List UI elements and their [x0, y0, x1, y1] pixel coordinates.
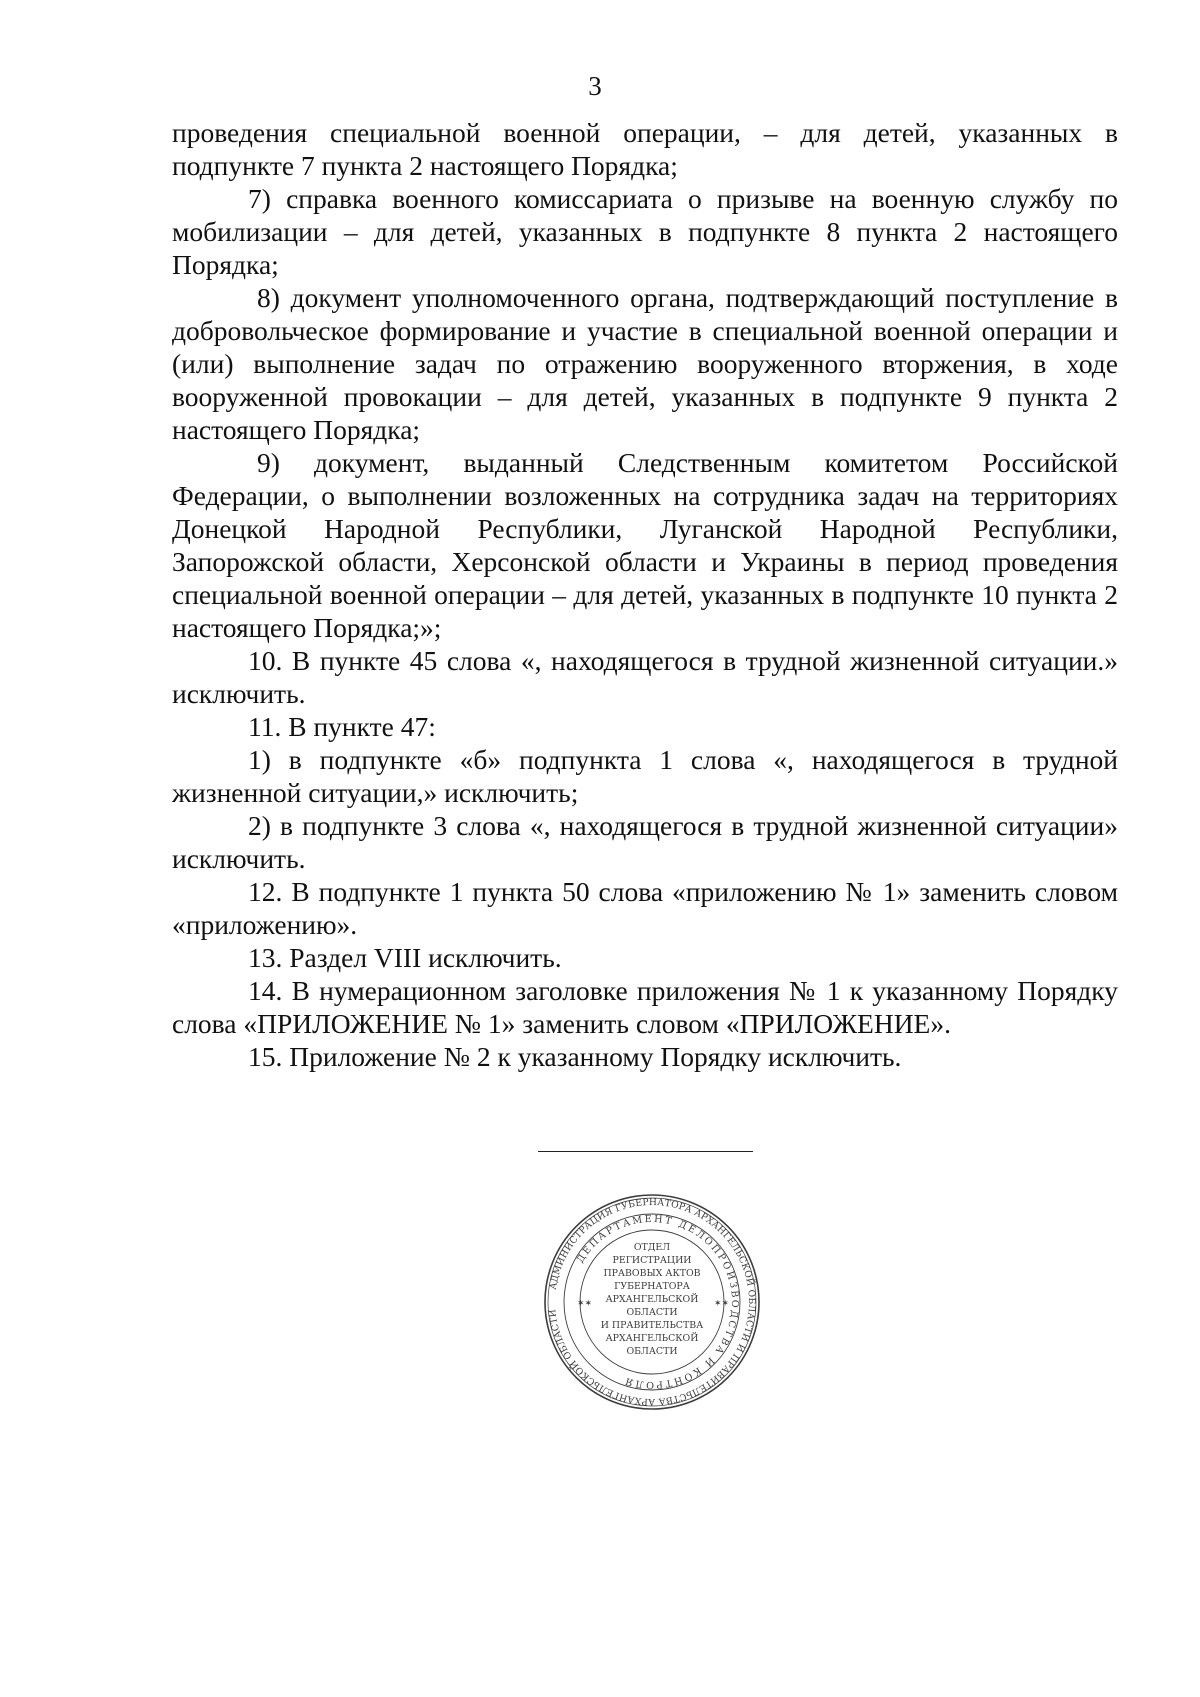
- paragraph-point-13: 13. Раздел VIII исключить.: [248, 942, 562, 973]
- page-number: 3: [588, 71, 602, 101]
- stamp-center-line: И ПРАВИТЕЛЬСТВА: [600, 1320, 704, 1331]
- stamp-center-line: РЕГИСТРАЦИИ: [612, 1255, 692, 1266]
- stamp-right-stars: ✶✶: [714, 1299, 730, 1309]
- paragraph-point-11: 11. В пункте 47:: [248, 711, 436, 742]
- paragraph-item-7: 7) справка военного комиссариата о призыве на военную службу по мобилизации – для детей, указанных в подпункте 8 пункта 2 настоящего Порядка;: [172, 183, 1118, 280]
- paragraph-point-15: 15. Приложение № 2 к указанному Порядку исключить.: [248, 1041, 902, 1072]
- stamp-left-stars: ✶✶: [577, 1299, 593, 1309]
- stamp-center-line: ОБЛАСТИ: [626, 1307, 678, 1318]
- paragraph-continuation: проведения специальной военной операции, – для детей, указанных в подпункте 7 пункта 2 настоящего Порядка;: [172, 117, 1118, 181]
- stamp-outer-ring-text: АДМИНИСТРАЦИЯ ГУБЕРНАТОРА АРХАНГЕЛЬСКОЙ ОБЛАСТИ И ПРАВИТЕЛЬСТВА АРХАНГЕЛЬСКОЙ ОБЛАСТИ: [547, 1196, 758, 1408]
- stamp-center-line: ГУБЕРНАТОРА: [614, 1281, 690, 1292]
- paragraph-item-9: 9) документ, выданный Следственным комитетом Российской Федерации, о выполнении возложенных на сотрудника задач на территориях Донецкой Народной Республики, Луганской Народной Республики, Запорожской области, Херсонской области и Украины в период проведения специальной военной операции – для детей, указанных в подпункте 10 пункта 2 настоящего Порядка;»;: [172, 447, 1118, 643]
- paragraph-point-11-sub-2: 2) в подпункте 3 слова «, находящегося в трудной жизненной ситуации» исключить.: [172, 810, 1118, 874]
- stamp-center-line: ПРАВОВЫХ АКТОВ: [603, 1268, 701, 1279]
- end-divider-line: [538, 1151, 753, 1152]
- paragraph-point-10: 10. В пункте 45 слова «, находящегося в трудной жизненной ситуации.» исключить.: [172, 645, 1118, 709]
- stamp-center-line: ОБЛАСТИ: [626, 1346, 678, 1357]
- paragraph-point-12: 12. В подпункте 1 пункта 50 слова «приложению № 1» заменить словом «приложению».: [172, 876, 1118, 940]
- stamp-inner-ring-text: ДЕПАРТАМЕНТ ДЕЛОПРОИЗВОДСТВА И КОНТРОЛЯ: [575, 1213, 741, 1391]
- document-body: [172, 116, 1118, 1073]
- paragraph-point-14: 14. В нумерационном заголовке приложения № 1 к указанному Порядку слова «ПРИЛОЖЕНИЕ № 1» заменить словом «ПРИЛОЖЕНИЕ».: [172, 975, 1118, 1039]
- stamp-center-line: ОТДЕЛ: [633, 1242, 671, 1253]
- paragraph-point-11-sub-1: 1) в подпункте «б» подпункта 1 слова «, находящегося в трудной жизненной ситуации,» исключить;: [172, 744, 1118, 808]
- paragraph-item-8: 8) документ уполномоченного органа, подтверждающий поступление в добровольческое формирование и участие в специальной военной операции и (или) выполнение задач по отражению вооруженного вторжения, в ходе вооруженной провокации – для детей, указанных в подпункте 9 пункта 2 настоящего Порядка;: [172, 282, 1118, 445]
- stamp-center-line: АРХАНГЕЛЬСКОЙ: [605, 1294, 699, 1305]
- official-seal-stamp: [542, 1192, 762, 1412]
- stamp-center-line: АРХАНГЕЛЬСКОЙ: [605, 1333, 699, 1344]
